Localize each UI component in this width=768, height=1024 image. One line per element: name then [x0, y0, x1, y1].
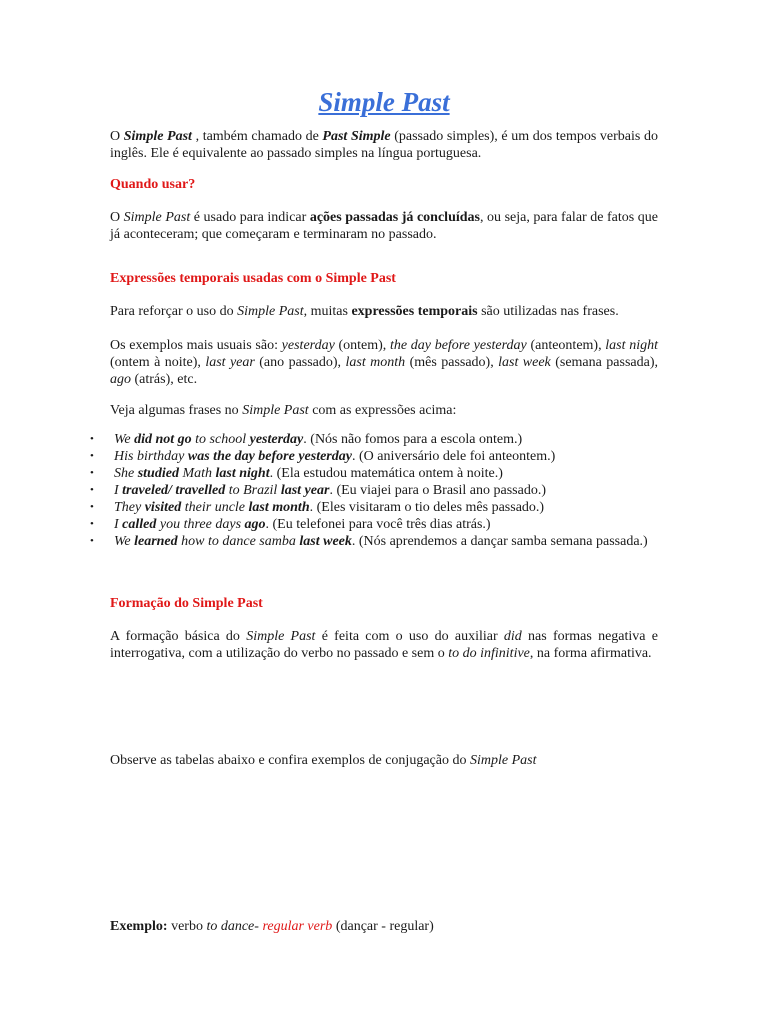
expressions-text: são utilizadas nas frases. [477, 304, 619, 319]
formation-text: , na forma afirmativa. [529, 646, 652, 661]
example-object: their uncle [181, 500, 249, 515]
example-translation: . (Eu telefonei para você três dias atrás.) [265, 517, 491, 532]
expression-last-year: last year [205, 355, 255, 370]
intro-text: , também chamado de [191, 129, 323, 144]
bullet-icon: • [90, 433, 94, 445]
expressions-text: , muitas [303, 304, 352, 319]
example-verb: studied [137, 466, 179, 481]
expression-ago: ago [110, 372, 131, 387]
section-heading-formation: Formação do Simple Past [110, 596, 263, 611]
expression-last-night: last night [605, 338, 658, 353]
observe-term: Simple Past [469, 753, 537, 768]
example-object: you three days [156, 517, 245, 532]
expressions-term: Simple Past [237, 304, 304, 319]
bullet-icon: • [90, 535, 94, 547]
observe-text: Observe as tabelas abaixo e confira exemplos de conjugação do [110, 753, 470, 768]
intro-paragraph [110, 128, 658, 162]
example-verb: traveled/ travelled [122, 483, 226, 498]
intro-text: O [110, 129, 124, 144]
expressions-text: (semana passada), [550, 355, 658, 370]
formation-text: A formação básica do [110, 629, 247, 644]
example-subject: We [114, 432, 135, 447]
when-paragraph [110, 209, 658, 243]
list-item [90, 448, 658, 465]
formation-term: Simple Past [246, 629, 316, 644]
example-translation: . (Ela estudou matemática ontem à noite.) [269, 466, 503, 481]
list-item [90, 533, 658, 550]
example-object: to school [191, 432, 250, 447]
example-time-expression: last month [248, 500, 310, 515]
example-subject: His birthday [114, 449, 188, 464]
when-text: O [110, 210, 124, 225]
example-translation: . (O aniversário dele foi anteontem.) [351, 449, 556, 464]
expression-day-before-yesterday: the day before yesterday [390, 338, 527, 353]
example-time-expression: last night [215, 466, 270, 481]
bullet-icon: • [90, 467, 94, 479]
example-label: Exemplo: [110, 919, 168, 934]
list-item [90, 431, 658, 448]
examples-list [90, 431, 658, 550]
expressions-text: Os exemplos mais usuais são: [110, 338, 282, 353]
examples-intro-term: Simple Past [242, 403, 309, 418]
observe-paragraph [110, 752, 658, 769]
example-line-text: (dançar - regular) [332, 919, 434, 934]
expressions-text: (mês passado), [405, 355, 499, 370]
example-translation: . (Nós não fomos para a escola ontem.) [303, 432, 523, 447]
formation-text: é feita com o uso do auxiliar [315, 629, 504, 644]
examples-intro-text: com as expressões acima: [308, 403, 457, 418]
intro-term-past-simple: Past Simple [322, 129, 391, 144]
bullet-icon: • [90, 518, 94, 530]
formation-infinitive: to do infinitive [448, 646, 530, 661]
expressions-emphasis: expressões temporais [351, 304, 478, 319]
example-line-text: verbo [167, 919, 207, 934]
when-emphasis: ações passadas já concluídas [309, 210, 480, 225]
expressions-text: (anteontem), [526, 338, 606, 353]
formation-auxiliary: did [503, 629, 522, 644]
list-item [90, 482, 658, 499]
example-object: how to dance samba [177, 534, 300, 549]
example-verb-name: to dance [206, 919, 255, 934]
example-verb: called [122, 517, 157, 532]
example-regular-verb: regular verb [262, 919, 333, 934]
section-heading-when: Quando usar? [110, 177, 196, 192]
expressions-text: (ano passado), [254, 355, 346, 370]
example-translation: . (Eu viajei para o Brasil ano passado.) [329, 483, 546, 498]
example-time-expression: ago [244, 517, 266, 532]
example-subject: We [114, 534, 135, 549]
expressions-text: (atrás), etc. [131, 372, 198, 387]
bullet-icon: • [90, 450, 94, 462]
intro-text: (passado simples), é um dos tempos verbais do inglês. Ele é equivalente ao passado simples na língua portuguesa. [110, 129, 658, 161]
example-time-expression: yesterday [249, 432, 304, 447]
intro-term-simple-past: Simple Past [123, 129, 192, 144]
expressions-paragraph [110, 303, 658, 320]
expression-last-month: last month [345, 355, 406, 370]
when-term: Simple Past [123, 210, 191, 225]
example-translation: . (Nós aprendemos a dançar samba semana passada.) [351, 534, 648, 549]
list-item [90, 516, 658, 533]
example-subject: I [114, 517, 123, 532]
example-time-expression: last week [299, 534, 352, 549]
bullet-icon: • [90, 484, 94, 496]
example-object: Math [178, 466, 216, 481]
example-translation: . (Eles visitaram o tio deles mês passado.) [309, 500, 545, 515]
example-subject: I [114, 483, 123, 498]
formation-text: nas formas negativa e interrogativa, com a utilização do verbo no passado e sem o [110, 629, 658, 661]
example-verb: was the day before yesterday [187, 449, 352, 464]
expression-yesterday: yesterday [281, 338, 335, 353]
expressions-text: Para reforçar o uso do [110, 304, 238, 319]
expressions-text: (ontem), [334, 338, 390, 353]
examples-intro [110, 402, 658, 419]
bullet-icon: • [90, 501, 94, 513]
example-line-text: - [254, 919, 263, 934]
example-object: to Brazil [225, 483, 281, 498]
expressions-examples-paragraph [110, 337, 658, 388]
expression-last-week: last week [498, 355, 551, 370]
when-text: , ou seja, para falar de fatos que já aconteceram; que começaram e terminaram no passado. [110, 210, 659, 242]
section-heading-expressions: Expressões temporais usadas com o Simple Past [110, 271, 396, 286]
example-verb: visited [144, 500, 182, 515]
example-subject: They [114, 500, 145, 515]
when-text: é usado para indicar [190, 210, 310, 225]
page-title: Simple Past [318, 87, 450, 117]
example-subject: She [114, 466, 138, 481]
expressions-text: (ontem à noite), [110, 355, 206, 370]
example-verb: learned [134, 534, 178, 549]
example-line [110, 918, 658, 935]
list-item [90, 465, 658, 482]
examples-intro-text: Veja algumas frases no [110, 403, 243, 418]
example-time-expression: last year [280, 483, 330, 498]
list-item [90, 499, 658, 516]
formation-paragraph [110, 628, 658, 662]
example-verb: did not go [134, 432, 192, 447]
